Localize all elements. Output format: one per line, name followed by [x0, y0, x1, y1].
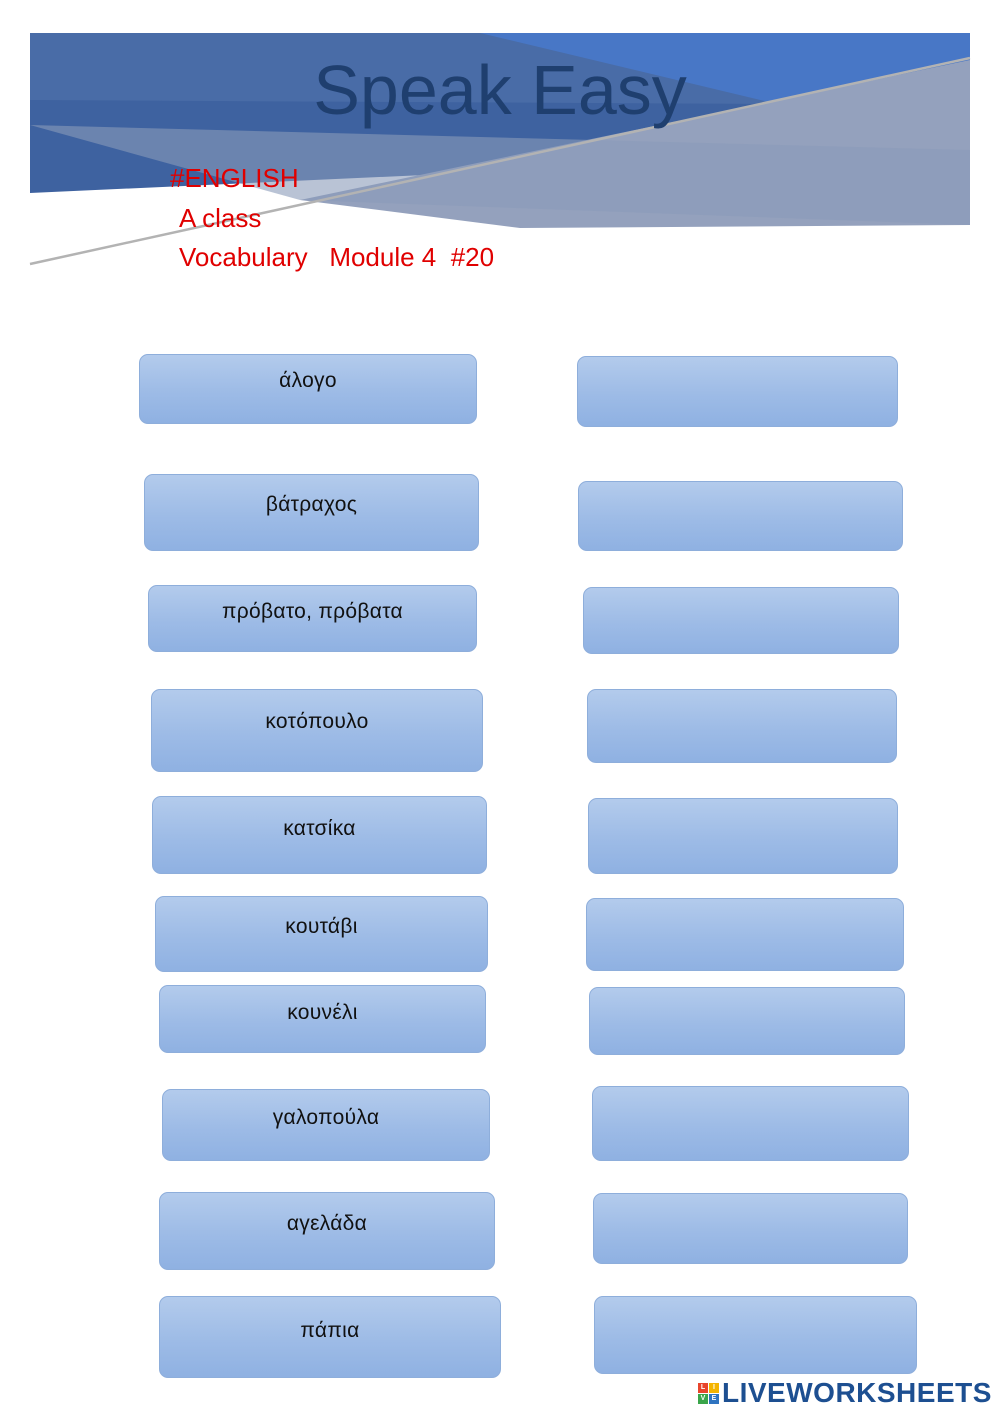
word-card[interactable] — [162, 1089, 490, 1161]
word-card[interactable] — [152, 796, 487, 874]
answer-box[interactable] — [594, 1296, 917, 1374]
module-label: Vocabulary Module 4 #20 — [179, 242, 495, 272]
answer-text — [584, 588, 898, 602]
word-card[interactable] — [148, 585, 477, 652]
word-card[interactable] — [159, 1192, 495, 1270]
word-label: κουτάβι — [285, 915, 358, 938]
answer-text — [579, 482, 902, 496]
word-card[interactable] — [151, 689, 483, 772]
answer-text — [595, 1297, 916, 1311]
word-label: πρόβατο, πρόβατα — [222, 600, 403, 623]
answer-box[interactable] — [589, 987, 905, 1055]
answer-text — [589, 799, 897, 813]
word-label: αγελάδα — [286, 1212, 368, 1235]
class-label: A class — [179, 203, 262, 233]
answer-box[interactable] — [577, 356, 898, 427]
word-label: κατσίκα — [283, 817, 356, 840]
logo-icon: L I V E — [698, 1383, 719, 1404]
answer-text — [594, 1194, 907, 1208]
page-title: Speak Easy — [313, 51, 687, 129]
subject-label: #ENGLISH — [170, 163, 299, 193]
word-card[interactable] — [159, 1296, 501, 1378]
word-card[interactable] — [139, 354, 477, 424]
word-label: γαλοπούλα — [272, 1106, 380, 1129]
word-card[interactable] — [155, 896, 488, 972]
answer-text — [590, 988, 904, 1002]
answer-box[interactable] — [586, 898, 904, 971]
answer-box[interactable] — [593, 1193, 908, 1264]
word-label: βάτραχος — [265, 493, 358, 516]
word-label: κοτόπουλο — [265, 710, 369, 733]
answer-box[interactable] — [588, 798, 898, 874]
answer-box[interactable] — [583, 587, 899, 654]
answer-text — [588, 690, 896, 704]
logo-text: LIVEWORKSHEETS — [722, 1377, 992, 1408]
answer-box[interactable] — [587, 689, 897, 763]
answer-box[interactable] — [592, 1086, 909, 1161]
answer-text — [587, 899, 903, 913]
word-label: πάπια — [300, 1319, 360, 1342]
answer-box[interactable] — [578, 481, 903, 551]
liveworksheets-logo — [698, 1378, 992, 1408]
answer-text — [593, 1087, 908, 1101]
word-card[interactable] — [144, 474, 479, 551]
word-card[interactable] — [159, 985, 486, 1053]
header-banner — [0, 0, 1000, 300]
word-label: κουνέλι — [287, 1001, 358, 1024]
answer-text — [578, 357, 897, 371]
word-label: άλογο — [279, 369, 337, 392]
